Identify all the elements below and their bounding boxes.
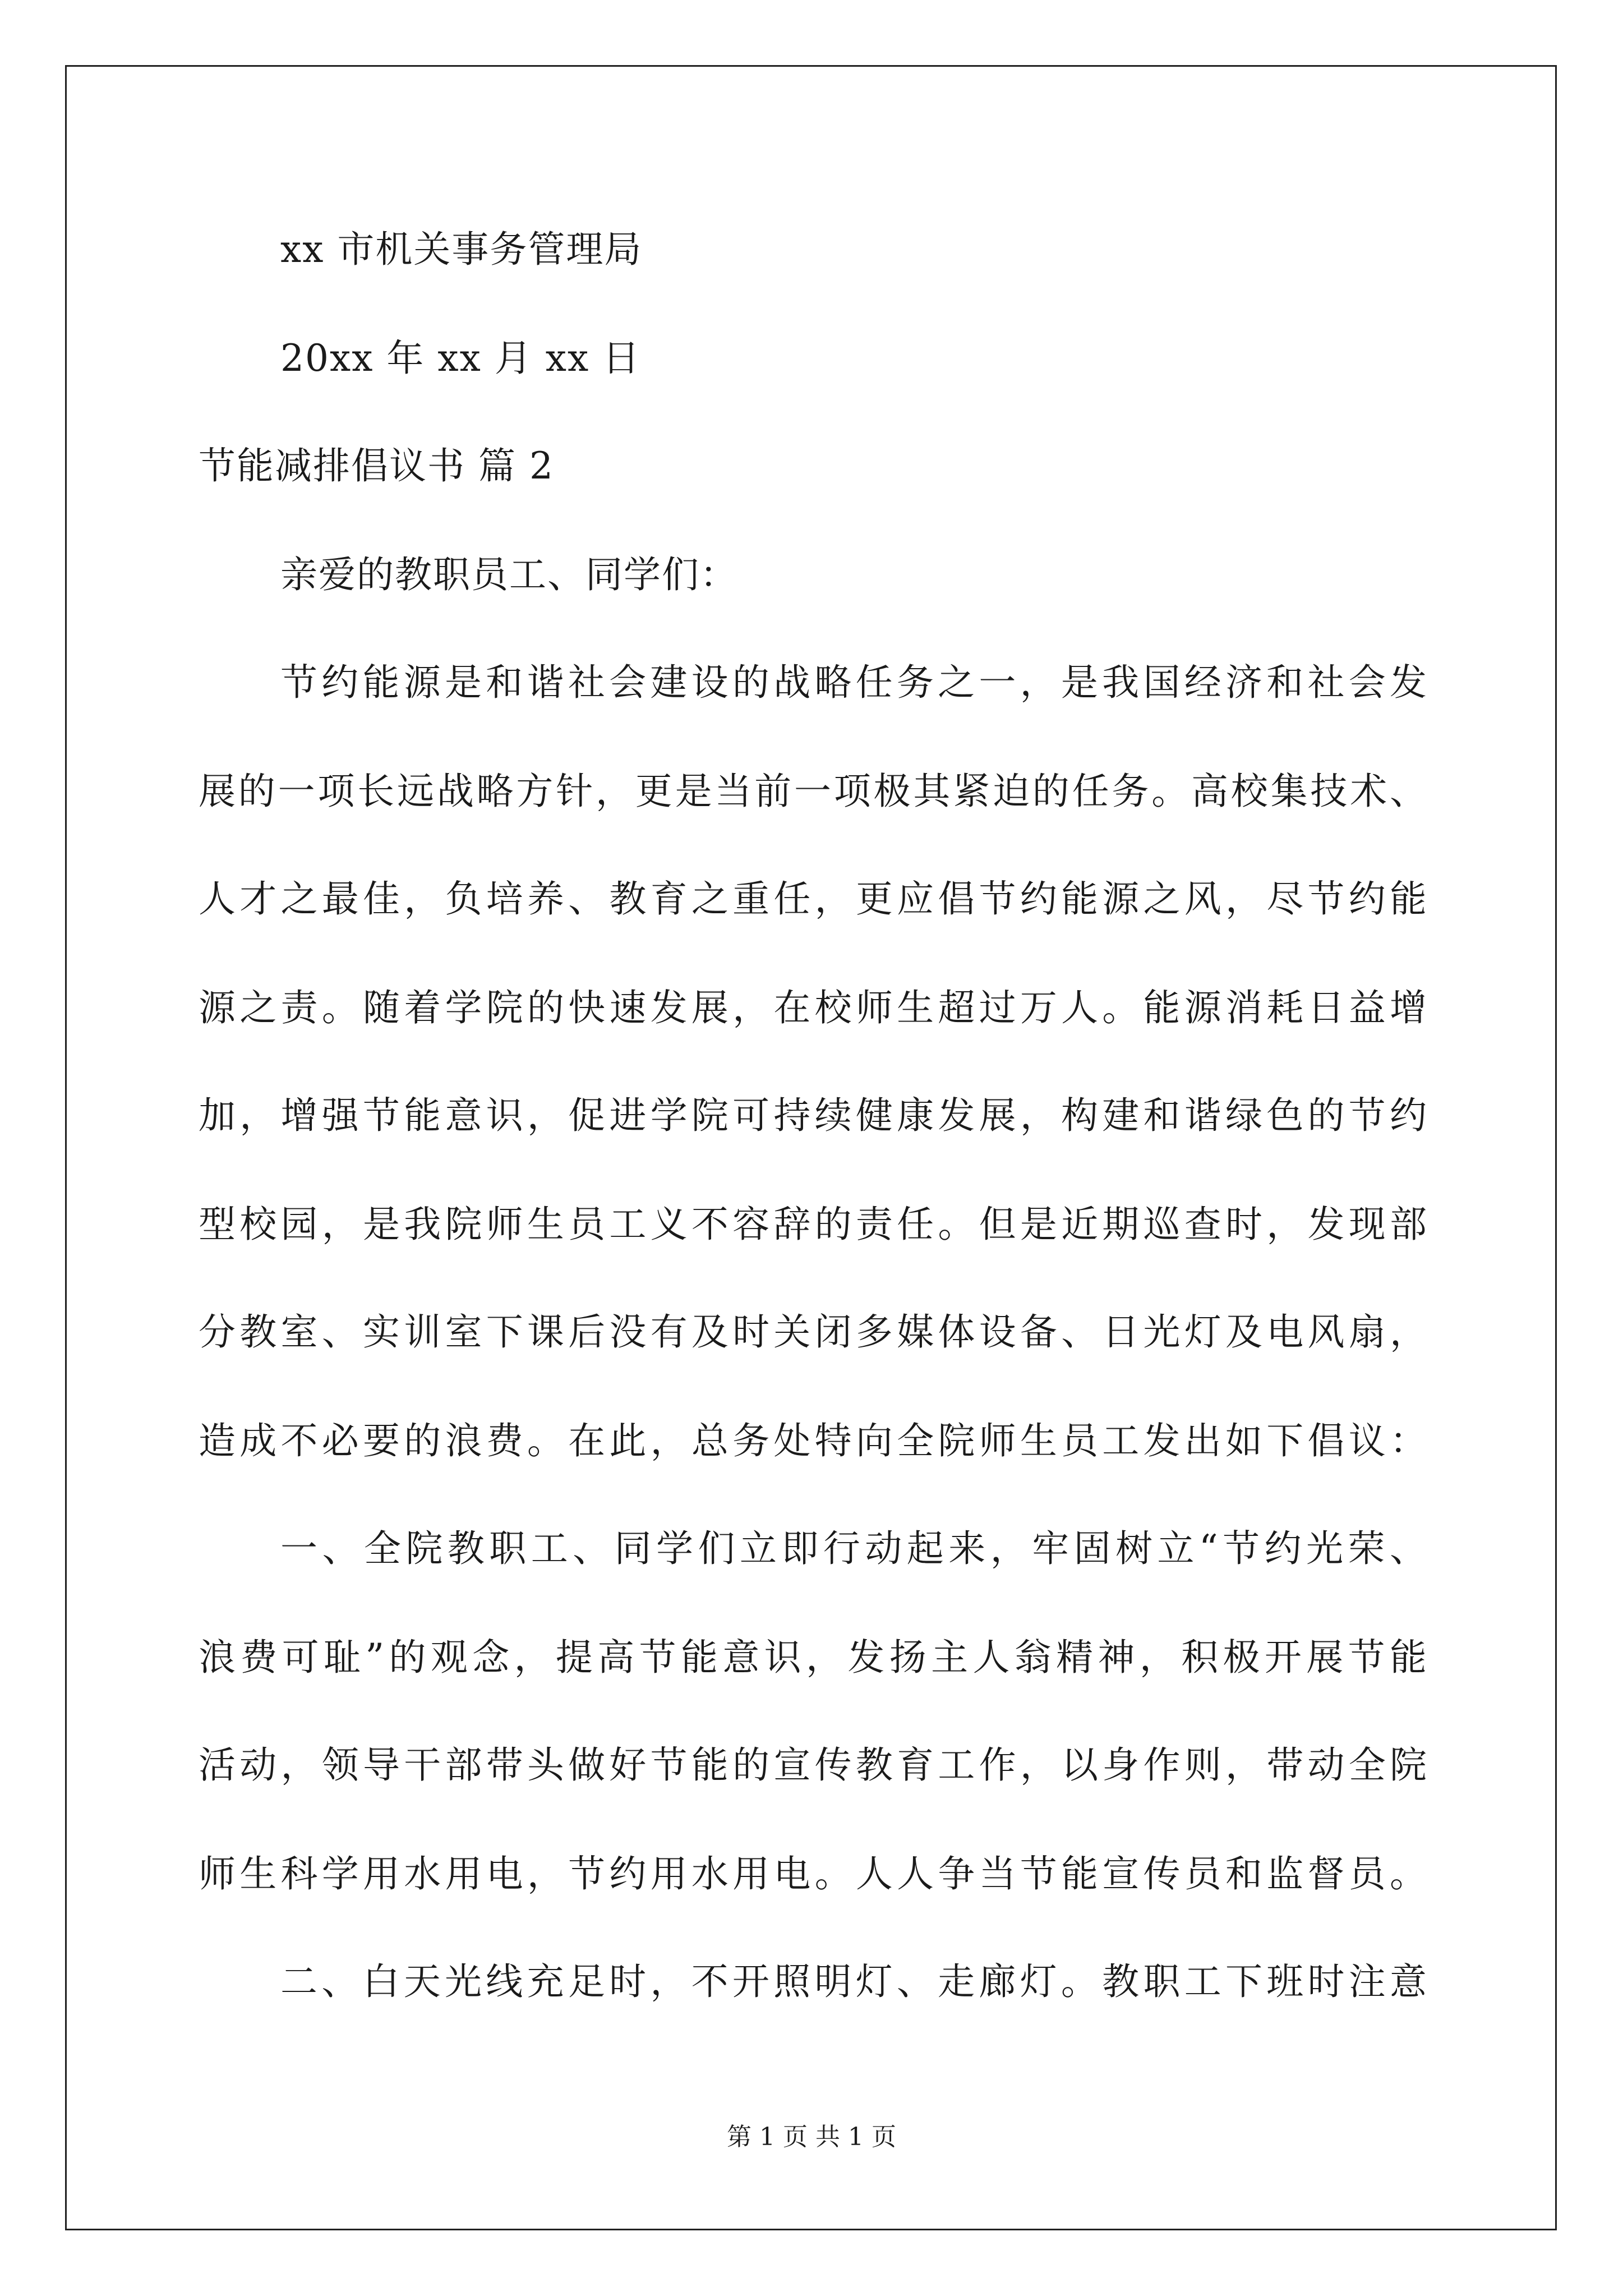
paragraph-line: 二、白天光线充足时，不开照明灯、走廊灯。教职工下班时注意 bbox=[280, 1960, 1427, 2003]
page-number-footer: 第 1 页 共 1 页 bbox=[727, 2123, 896, 2151]
section-title: 节能减排倡议书 篇 2 bbox=[199, 444, 554, 487]
signature-date: 20xx 年 xx 月 xx 日 bbox=[280, 337, 641, 380]
paragraph-line: 人才之最佳，负培养、教育之重任，更应倡节约能源之风，尽节约能 bbox=[199, 877, 1427, 921]
page-border bbox=[65, 65, 1557, 2230]
paragraph-line: 活动，领导干部带头做好节能的宣传教育工作，以身作则，带动全院 bbox=[199, 1743, 1427, 1787]
paragraph-line: 展的一项长远战略方针，更是当前一项极其紧迫的任务。高校集技术、 bbox=[199, 770, 1427, 813]
paragraph-line: 源之责。随着学院的快速发展，在校师生超过万人。能源消耗日益增 bbox=[199, 986, 1427, 1029]
signature-org: xx 市机关事务管理局 bbox=[280, 228, 643, 271]
paragraph-line: 节约能源是和谐社会建设的战略任务之一，是我国经济和社会发 bbox=[280, 661, 1427, 704]
paragraph-line: 造成不必要的浪费。在此，总务处特向全院师生员工发出如下倡议： bbox=[199, 1419, 1427, 1462]
paragraph-line: 型校园，是我院师生员工义不容辞的责任。但是近期巡查时，发现部 bbox=[199, 1203, 1427, 1246]
paragraph-line: 师生科学用水用电，节约用水用电。人人争当节能宣传员和监督员。 bbox=[199, 1852, 1427, 1895]
paragraph-line: 分教室、实训室下课后没有及时关闭多媒体设备、日光灯及电风扇， bbox=[199, 1310, 1427, 1354]
paragraph-line: 一、全院教职工、同学们立即行动起来，牢固树立“节约光荣、 bbox=[280, 1527, 1427, 1570]
paragraph-line: 浪费可耻”的观念，提高节能意识，发扬主人翁精神，积极开展节能 bbox=[199, 1636, 1427, 1679]
paragraph-line: 加，增强节能意识，促进学院可持续健康发展，构建和谐绿色的节约 bbox=[199, 1094, 1427, 1137]
salutation: 亲爱的教职员工、同学们： bbox=[280, 553, 738, 596]
